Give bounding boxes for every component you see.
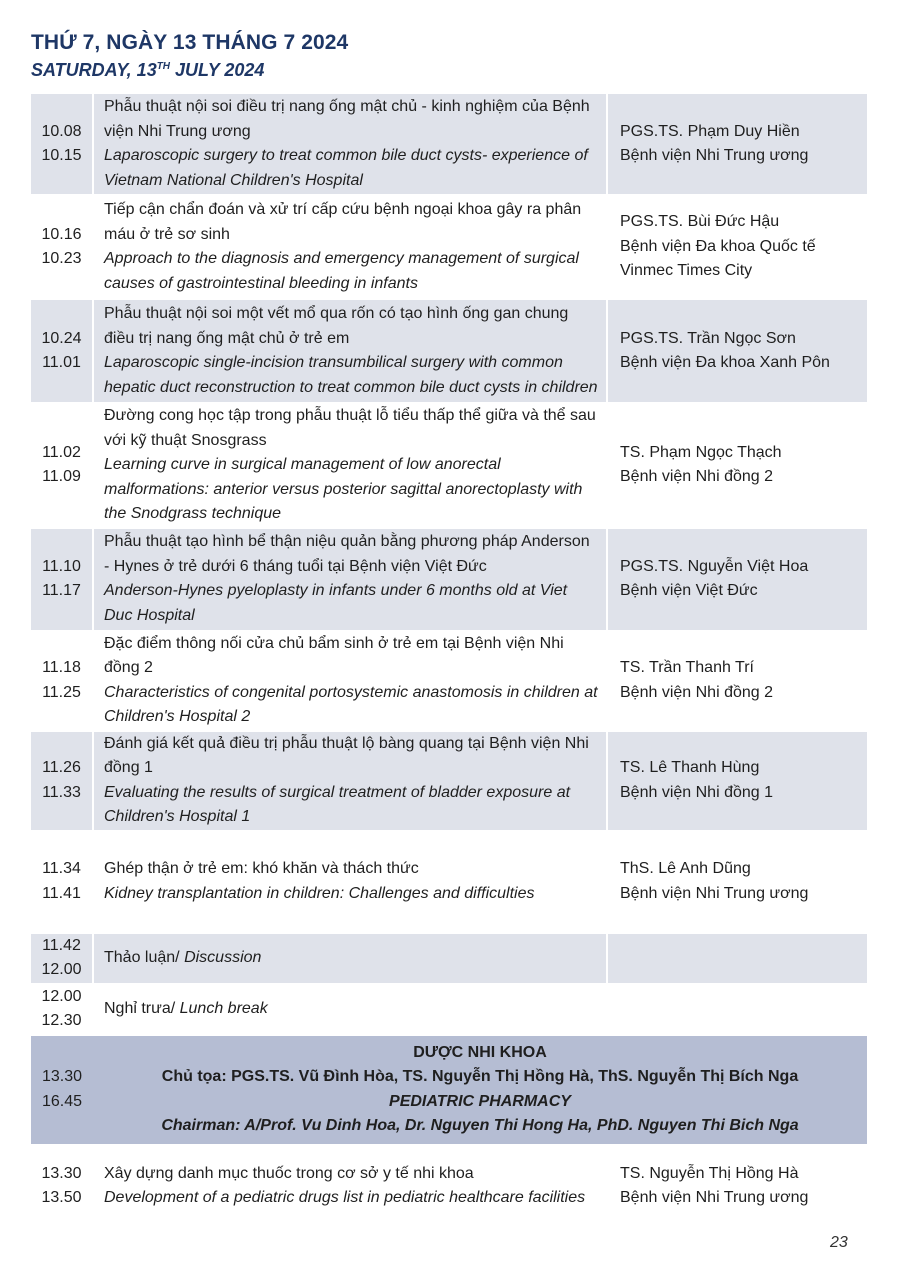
time-start: 11.34 (42, 860, 81, 877)
topic-en: Characteristics of congenital portosystemic anastomosis in children at Children's Hospital 2 (104, 683, 598, 725)
topic-vi: Đánh giá kết quả điều trị phẫu thuật lộ bàng quang tại Bệnh viện Nhi đồng 1 (104, 734, 589, 776)
speaker-org: Bệnh viện Nhi đồng 1 (620, 783, 773, 801)
table-row (31, 631, 867, 731)
time-end: 11.01 (42, 354, 81, 371)
speaker-cell (607, 195, 867, 299)
topic-cell (93, 93, 607, 195)
session-chair-en: Chairman: A/Prof. Vu Dinh Hoa, Dr. Nguyen Thi Hong Ha, PhD. Nguyen Thi Bich Nga (161, 1117, 799, 1134)
time-start: 12.00 (41, 987, 82, 1005)
speaker-name: PGS.TS. Phạm Duy Hiền (620, 122, 800, 140)
discussion-en: Discussion (184, 948, 262, 966)
time-start: 13.30 (41, 1164, 82, 1182)
time-cell (31, 1145, 93, 1227)
page-number: 23 (830, 1234, 848, 1251)
time-start: 11.02 (42, 443, 81, 461)
topic-vi: Tiếp cận chẩn đoán và xử trí cấp cứu bệnh ngoại khoa gây ra phân máu ở trẻ sơ sinh (104, 201, 582, 243)
page-title-en (31, 56, 348, 81)
time-end: 16.45 (41, 1092, 83, 1110)
time-end: 12.00 (41, 961, 82, 978)
speaker-cell (607, 528, 867, 631)
time-end: 11.25 (42, 683, 81, 701)
time-start: 13.30 (41, 1068, 83, 1085)
discussion-row (31, 933, 867, 984)
session-title-cell (93, 1035, 867, 1145)
table-row (31, 528, 867, 631)
lunch-en: Lunch break (179, 999, 268, 1017)
page-header (31, 30, 348, 81)
speaker-cell (607, 299, 867, 403)
time-cell (31, 984, 93, 1035)
topic-vi: Đặc điểm thông nối cửa chủ bẩm sinh ở trẻ em tại Bệnh viện Nhi đồng 2 (104, 634, 564, 676)
topic-en: Approach to the diagnosis and emergency management of surgical causes of gastrointestinal bleeding in infants (104, 250, 579, 292)
time-end: 11.09 (42, 468, 81, 486)
schedule-table (31, 92, 867, 1227)
speaker-name: TS. Lê Thanh Hùng (620, 759, 760, 776)
session-title-vi: DƯỢC NHI KHOA (413, 1043, 547, 1061)
topic-en: Anderson-Hynes pyeloplasty in infants under 6 months old at Viet Duc Hospital (104, 582, 568, 624)
speaker-org: Bệnh viện Nhi đồng 2 (620, 683, 773, 701)
topic-vi: Đường cong học tập trong phẫu thuật lỗ tiểu thấp thể giữa và thể sau với kỹ thuật Snosgrass (104, 407, 596, 449)
table-row (31, 731, 867, 831)
discussion-vi: Thảo luận/ (104, 948, 185, 966)
time-cell (31, 403, 93, 528)
time-cell (31, 933, 93, 984)
time-start: 11.18 (42, 659, 81, 676)
session-header-row (31, 1035, 867, 1145)
page-title-vi: THỨ 7, NGÀY 13 THÁNG 7 2024 (31, 31, 349, 54)
speaker-name: TS. Nguyễn Thị Hồng Hà (620, 1164, 799, 1182)
table-row (31, 195, 867, 299)
time-start: 10.08 (41, 122, 82, 140)
speaker-name: PGS.TS. Nguyễn Việt Hoa (620, 557, 809, 575)
topic-en: Laparoscopic surgery to treat common bile duct cysts- experience of Vietnam National Children's Hospital (104, 147, 588, 189)
time-cell (31, 1035, 93, 1145)
time-end: 11.33 (42, 783, 81, 801)
speaker-cell (607, 933, 867, 984)
time-cell (31, 195, 93, 299)
topic-cell (93, 831, 607, 933)
table-row (31, 831, 867, 933)
topic-cell (93, 731, 607, 831)
time-cell (31, 831, 93, 933)
time-end: 12.30 (41, 1012, 82, 1029)
table-row (31, 1145, 867, 1227)
time-end: 11.41 (42, 884, 81, 902)
topic-en: Kidney transplantation in children: Challenges and difficulties (104, 884, 535, 902)
speaker-name: PGS.TS. Trần Ngọc Sơn (620, 329, 796, 347)
speaker-name: TS. Phạm Ngọc Thạch (620, 443, 782, 461)
time-start: 11.10 (42, 557, 81, 575)
lunch-row (31, 984, 867, 1035)
time-end: 11.17 (42, 582, 81, 599)
title-en-sup: TH (156, 61, 171, 72)
session-chair-vi: Chủ tọa: PGS.TS. Vũ Đình Hòa, TS. Nguyễn Thị Hồng Hà, ThS. Nguyễn Thị Bích Nga (161, 1068, 799, 1085)
topic-vi: Xây dựng danh mục thuốc trong cơ sở y tế nhi khoa (104, 1164, 474, 1182)
speaker-cell (607, 403, 867, 528)
time-start: 10.24 (41, 329, 82, 347)
table-row (31, 403, 867, 528)
time-cell (31, 93, 93, 195)
speaker-cell (607, 1145, 867, 1227)
speaker-org: Bệnh viện Nhi Trung ương (620, 1189, 809, 1206)
speaker-name: PGS.TS. Bùi Đức Hậu (620, 213, 780, 231)
topic-vi: Phẫu thuật tạo hình bể thận niệu quản bằng phương pháp Anderson - Hynes ở trẻ dưới 6 tháng tuổi tại Bệnh viện Việt Đức (104, 533, 590, 575)
speaker-cell (607, 831, 867, 933)
time-end: 10.15 (41, 147, 82, 164)
session-title-en: PEDIATRIC PHARMACY (389, 1092, 571, 1110)
speaker-name: TS. Trần Thanh Trí (620, 659, 754, 676)
topic-en: Evaluating the results of surgical treatment of bladder exposure at Children's Hospital 1 (104, 783, 571, 825)
topic-cell (93, 933, 607, 984)
topic-cell (93, 299, 607, 403)
table-row (31, 93, 867, 195)
topic-cell (93, 1145, 607, 1227)
speaker-org: Bệnh viện Nhi đồng 2 (620, 468, 773, 486)
time-cell (31, 731, 93, 831)
speaker-cell (607, 731, 867, 831)
title-en-suffix: JULY 2024 (170, 60, 265, 80)
speaker-org: Bệnh viện Nhi Trung ương (620, 147, 809, 164)
time-start: 11.26 (42, 759, 81, 776)
topic-vi: Phẫu thuật nội soi một vết mổ qua rốn có tạo hình ống gan chung điều trị nang ống mật chủ ở trẻ em (104, 305, 569, 347)
topic-en: Learning curve in surgical management of low anorectal malformations: anterior versus posterior sagittal anorectoplasty with the Snodgrass technique (104, 456, 583, 522)
speaker-name: ThS. Lê Anh Dũng (620, 860, 751, 877)
topic-vi: Phẫu thuật nội soi điều trị nang ống mật chủ - kinh nghiệm của Bệnh viện Nhi Trung ương (104, 98, 590, 140)
table-row (31, 299, 867, 403)
speaker-cell (607, 93, 867, 195)
topic-cell (93, 195, 607, 299)
topic-en: Development of a pediatric drugs list in pediatric healthcare facilities (104, 1189, 586, 1206)
topic-en: Laparoscopic single-incision transumbilical surgery with common hepatic duct reconstruction to treat common bile duct cysts in children (104, 354, 598, 396)
topic-cell (93, 984, 607, 1035)
speaker-cell (607, 631, 867, 731)
speaker-org: Bệnh viện Đa khoa Xanh Pôn (620, 354, 830, 371)
speaker-cell (607, 984, 867, 1035)
time-cell (31, 299, 93, 403)
speaker-org: Bệnh viện Đa khoa Quốc tế Vinmec Times City (620, 237, 816, 280)
time-cell (31, 631, 93, 731)
time-end: 13.50 (41, 1189, 82, 1206)
lunch-vi: Nghỉ trưa/ (104, 999, 180, 1017)
speaker-org: Bệnh viện Việt Đức (620, 582, 758, 599)
time-end: 10.23 (41, 250, 82, 267)
topic-cell (93, 528, 607, 631)
time-cell (31, 528, 93, 631)
time-start: 11.42 (42, 936, 81, 954)
title-en-prefix: SATURDAY, 13 (31, 60, 157, 80)
speaker-org: Bệnh viện Nhi Trung ương (620, 884, 809, 902)
topic-cell (93, 403, 607, 528)
time-start: 10.16 (41, 225, 82, 243)
topic-vi: Ghép thận ở trẻ em: khó khăn và thách thức (104, 860, 419, 877)
topic-cell (93, 631, 607, 731)
